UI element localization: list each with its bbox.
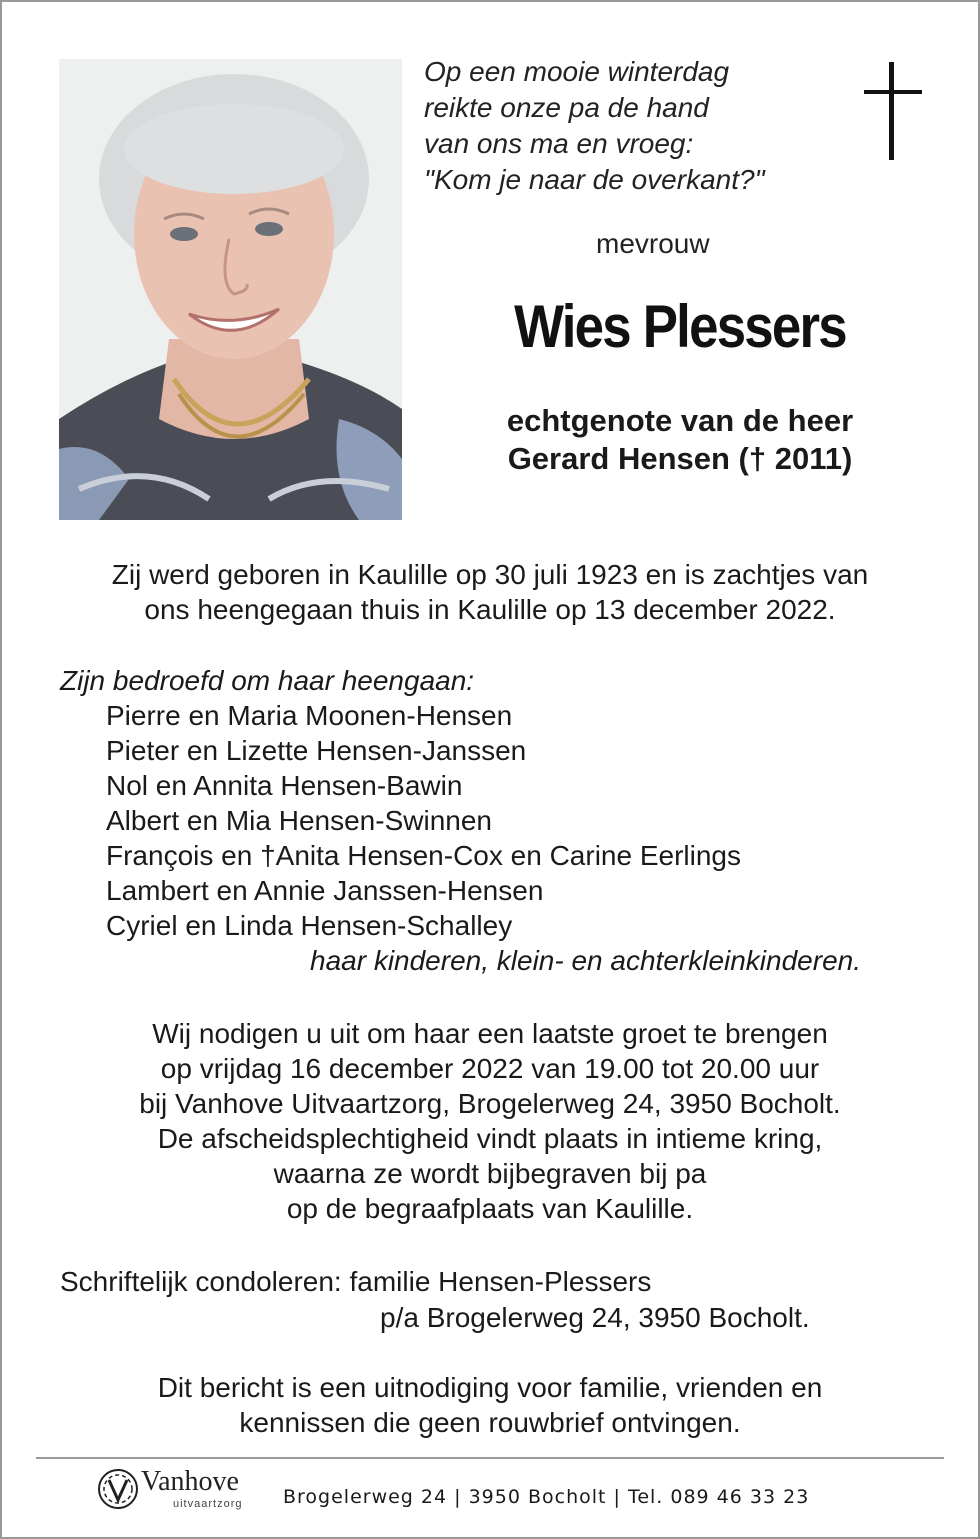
list-item: Pierre en Maria Moonen-Hensen (106, 700, 513, 731)
poem-line: van ons ma en vroeg: (424, 128, 694, 159)
text-line: op de begraafplaats van Kaulille. (286, 1193, 694, 1224)
notice-text (40, 1370, 940, 1440)
spouse-line: Gerard Hensen († 2011) (507, 441, 853, 476)
list-item: Cyriel en Linda Hensen-Schalley (106, 910, 513, 941)
poem-line: Op een mooie winterdag (424, 56, 730, 87)
condolence-address: p/a Brogelerweg 24, 3950 Bocholt. (380, 1302, 810, 1333)
text-line: Schriftelijk condoleren: familie Hensen-Plessers (60, 1266, 652, 1297)
logo-sub: uitvaartzorg (173, 1498, 243, 1510)
deceased-name: Wies Plessers (514, 293, 846, 360)
text-line: Dit bericht is een uitnodiging voor familie, vrienden en (157, 1372, 823, 1403)
mourners-tail: haar kinderen, klein- en achterkleinkinderen. (310, 945, 861, 976)
text-line: bij Vanhove Uitvaartzorg, Brogelerweg 24, 3950 Bocholt. (139, 1088, 841, 1119)
text-line: op vrijdag 16 december 2022 van 19.00 tot 20.00 uur (160, 1053, 820, 1084)
poem-line: reikte onze pa de hand (424, 92, 709, 123)
birth-death-text (40, 557, 940, 627)
text-line: ons heengegaan thuis in Kaulille op 13 december 2022. (144, 594, 836, 625)
list-item: François en †Anita Hensen-Cox en Carine Eerlings (106, 840, 741, 871)
divider (36, 1457, 944, 1459)
spouse-info (440, 402, 920, 478)
text-line: De afscheidsplechtigheid vindt plaats in intieme kring, (157, 1123, 823, 1154)
mourners-heading: Zijn bedroefd om haar heengaan: (60, 665, 475, 696)
salutation: mevrouw (596, 228, 710, 259)
portrait-photo (59, 59, 402, 520)
invitation-text (40, 1016, 940, 1226)
logo-mark-icon (95, 1466, 141, 1512)
text-line: waarna ze wordt bijbegraven bij pa (273, 1158, 707, 1189)
footer-contact: Brogelerweg 24 | 3950 Bocholt | Tel. 089 46 33 23 (283, 1486, 810, 1508)
text-line: Wij nodigen u uit om haar een laatste groet te brengen (152, 1018, 828, 1049)
list-item: Nol en Annita Hensen-Bawin (106, 770, 463, 801)
text-line: kennissen die geen rouwbrief ontvingen. (239, 1407, 741, 1438)
poem-line: "Kom je naar de overkant?" (424, 164, 765, 195)
cross-icon (864, 62, 922, 160)
list-item: Albert en Mia Hensen-Swinnen (106, 805, 492, 836)
list-item: Pieter en Lizette Hensen-Janssen (106, 735, 527, 766)
vanhove-logo (95, 1466, 275, 1516)
poem (424, 54, 765, 198)
logo-brand: Vanhove (141, 1466, 239, 1497)
text-line: Zij werd geboren in Kaulille op 30 juli 1923 en is zachtjes van (111, 559, 869, 590)
spouse-line: echtgenote van de heer (506, 403, 854, 438)
mourners-list (60, 663, 861, 976)
condolence-info (60, 1264, 810, 1336)
list-item: Lambert en Annie Janssen-Hensen (106, 875, 544, 906)
